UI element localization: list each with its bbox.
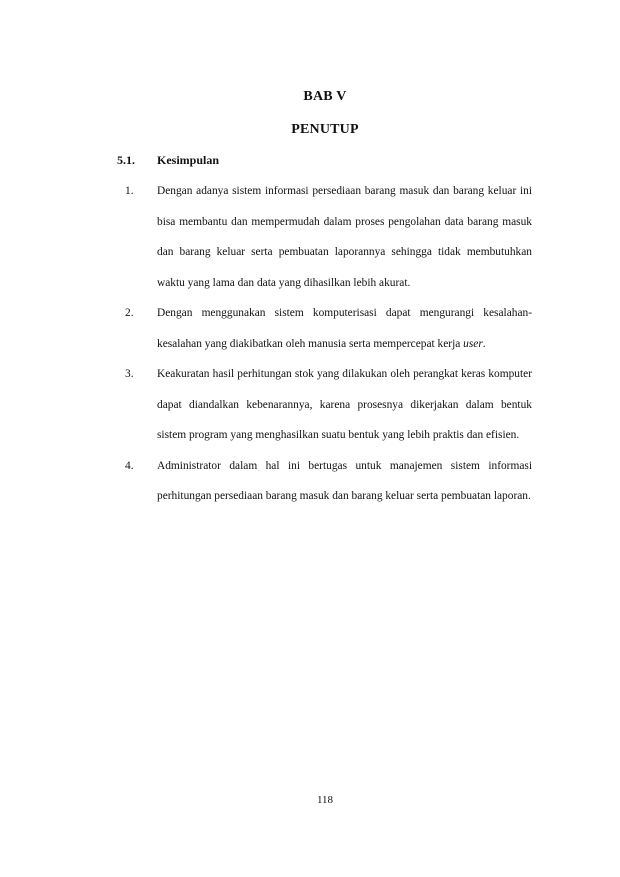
conclusion-list [117,176,532,512]
list-item [117,176,532,298]
section-heading [117,153,219,168]
list-item-text-italic: user [463,337,483,350]
list-item-number: 3. [125,368,134,380]
list-item-text: Keakuratan hasil perhitungan stok yang dilakukan oleh perangkat keras komputer dapat diandalkan kebenarannya, karena prosesnya dikerjakan dalam bentuk sistem program yang menghasilkan suatu bentuk yang lebih praktis dan efisien. [157,368,532,441]
list-item-number: 4. [125,459,134,472]
list-item-text [157,307,532,350]
list-item-text: Dengan adanya sistem informasi persediaan barang masuk dan barang keluar ini bisa membantu dan mempermudah dalam proses pengolahan data barang masuk dan barang keluar serta pembuatan laporannya sehingga tidak membutuhkan waktu yang lama dan data yang dihasilkan lebih akurat. [157,185,532,289]
section-title: Kesimpulan [157,153,220,167]
section-number: 5.1. [117,153,135,167]
list-item [117,298,532,359]
chapter-number: BAB V [303,89,347,104]
list-item-number: 1. [125,185,134,197]
chapter-title: PENUTUP [291,122,359,137]
page-number: 118 [316,794,334,806]
list-item-text: Administrator dalam hal ini bertugas untuk manajemen sistem informasi perhitungan persediaan barang masuk dan barang keluar serta pembuatan laporan. [157,459,532,502]
list-item-number: 2. [125,307,134,319]
list-item-text-part: Dengan menggunakan sistem komputerisasi dapat mengurangi kesalahan-kesalahan yang diakibatkan oleh manusia serta mempercepat kerja [157,307,532,350]
list-item [117,451,532,512]
list-item [117,359,532,451]
list-item-text-end: . [482,337,486,350]
